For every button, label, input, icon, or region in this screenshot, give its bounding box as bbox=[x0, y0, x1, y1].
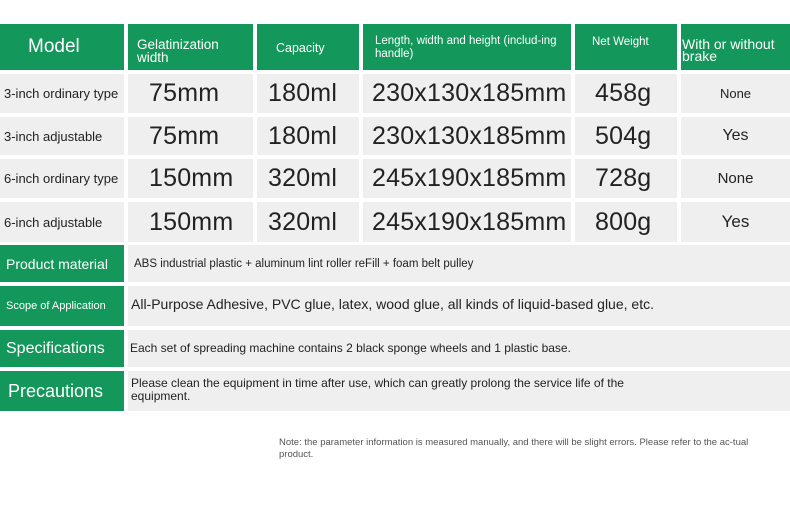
row4-net-weight: 800g bbox=[575, 202, 677, 242]
row4-dimensions: 245x190x185mm bbox=[363, 202, 571, 242]
header-capacity: Capacity bbox=[257, 24, 359, 70]
row3-brake: None bbox=[681, 159, 790, 198]
row1-net-weight: 458g bbox=[575, 74, 677, 113]
row1-brake: None bbox=[681, 74, 790, 113]
row4-width: 150mm bbox=[128, 202, 253, 242]
header-dimensions: Length, width and height (includ-ing handle) bbox=[363, 24, 571, 70]
row2-width: 75mm bbox=[128, 117, 253, 155]
row3-capacity: 320ml bbox=[257, 159, 359, 198]
row2-brake: Yes bbox=[681, 117, 790, 155]
row2-model: 3-inch adjustable bbox=[0, 117, 124, 155]
row4-brake: Yes bbox=[681, 202, 790, 242]
header-brake: With or without brake bbox=[681, 24, 790, 70]
spec-value-precautions: Please clean the equipment in time after use, which can greatly prolong the service life of the equipment. bbox=[128, 371, 790, 411]
row4-capacity: 320ml bbox=[257, 202, 359, 242]
spec-label-scope: Scope of Application bbox=[0, 286, 124, 326]
row3-net-weight: 728g bbox=[575, 159, 677, 198]
spec-value-scope: All-Purpose Adhesive, PVC glue, latex, wood glue, all kinds of liquid-based glue, etc. bbox=[128, 286, 790, 326]
row3-width: 150mm bbox=[128, 159, 253, 198]
header-model: Model bbox=[0, 24, 124, 70]
footnote: Note: the parameter information is measured manually, and there will be slight errors. Please refer to the ac-tual product. bbox=[279, 437, 749, 460]
row2-net-weight: 504g bbox=[575, 117, 677, 155]
spec-value-specifications: Each set of spreading machine contains 2 black sponge wheels and 1 plastic base. bbox=[128, 330, 790, 367]
row2-dimensions: 230x130x185mm bbox=[363, 117, 571, 155]
row1-model: 3-inch ordinary type bbox=[0, 74, 124, 113]
row1-dimensions: 230x130x185mm bbox=[363, 74, 571, 113]
row3-model: 6-inch ordinary type bbox=[0, 159, 124, 198]
spec-label-precautions: Precautions bbox=[0, 371, 124, 411]
row2-capacity: 180ml bbox=[257, 117, 359, 155]
row1-capacity: 180ml bbox=[257, 74, 359, 113]
row1-width: 75mm bbox=[128, 74, 253, 113]
header-width: Gelatinization width bbox=[128, 24, 253, 70]
spec-value-material: ABS industrial plastic + aluminum lint roller reFill + foam belt pulley bbox=[128, 245, 790, 282]
spec-label-specifications: Specifications bbox=[0, 330, 124, 367]
row3-dimensions: 245x190x185mm bbox=[363, 159, 571, 198]
header-net-weight: Net Weight bbox=[575, 24, 677, 70]
row4-model: 6-inch adjustable bbox=[0, 202, 124, 242]
spec-label-material: Product material bbox=[0, 245, 124, 282]
